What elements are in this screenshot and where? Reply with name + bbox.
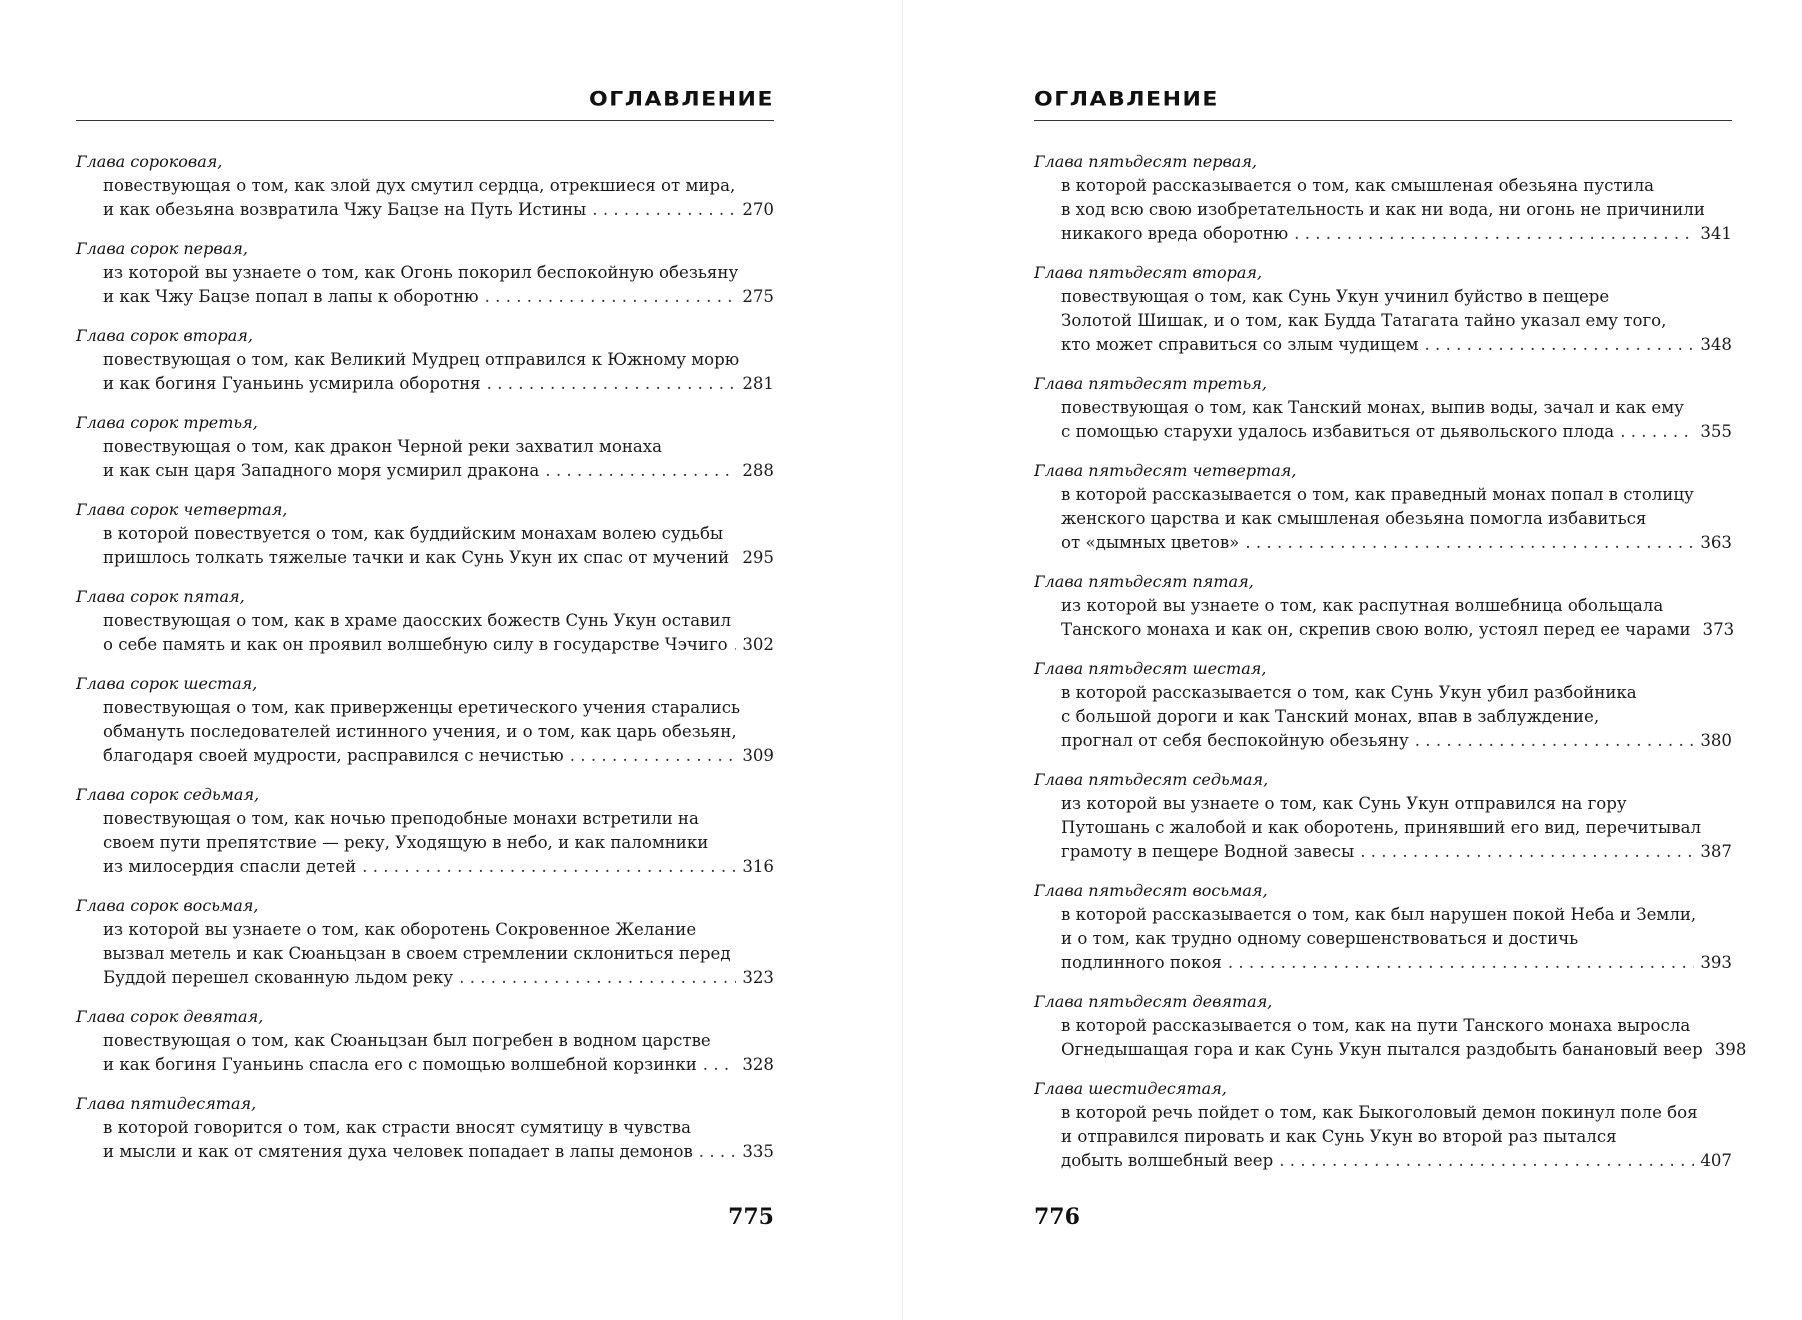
chapter-page-number: 316 [742, 857, 774, 876]
chapter-description-line: повествующая о том, как Сюаньцзан был погребен в водном царстве [103, 1031, 711, 1050]
chapter-title: Глава сорок первая, [76, 239, 248, 258]
chapter-description-line: Путошань с жалобой и как оборотень, принявший его вид, перечитывал [1061, 818, 1702, 837]
chapter-description-line: повествующая о том, как в храме даосских божеств Сунь Укун оставил [103, 611, 732, 630]
chapter-description-line: Золотой Шишак, и о том, как Будда Татагата тайно указал ему того, [1061, 311, 1667, 330]
toc-entry [76, 894, 774, 990]
chapter-description-last-line [1061, 333, 1732, 357]
chapter-description-last-line [103, 633, 774, 657]
chapter-description-line: из которой вы узнаете о том, как Огонь покорил беспокойную обезьяну [103, 263, 739, 282]
chapter-title: Глава сорок седьмая, [76, 785, 260, 804]
page-number: 776 [1034, 1204, 1080, 1230]
chapter-title: Глава сорок третья, [76, 413, 258, 432]
chapter-description-text: добыть волшебный веер [1061, 1151, 1274, 1170]
toc-entry [76, 237, 774, 309]
chapter-description-line: и отправился пировать и как Сунь Укун во второй раз пытался [1061, 1127, 1617, 1146]
chapter-description-text: с помощью старухи удалось избавиться от дьявольского плода [1061, 422, 1615, 441]
chapter-description-text: грамоту в пещере Водной завесы [1061, 842, 1355, 861]
chapter-description-text: и как богиня Гуаньинь усмирила оборотня [103, 374, 481, 393]
chapter-description-text: никакого вреда оборотню [1061, 224, 1289, 243]
chapter-description-line: повествующая о том, как приверженцы еретического учения старались [103, 698, 741, 717]
chapter-page-number: 275 [742, 287, 774, 306]
dot-leader [1279, 1149, 1694, 1173]
chapter-description-text: прогнал от себя беспокойную обезьяну [1061, 731, 1409, 750]
chapter-description-text: и как богиня Гуаньинь спасла его с помощью волшебной корзинки [103, 1055, 697, 1074]
chapter-page-number: 407 [1700, 1151, 1732, 1170]
toc-entry [1034, 261, 1732, 357]
chapter-page-number: 387 [1700, 842, 1732, 861]
toc-entry [76, 672, 774, 768]
toc-entry [1034, 1077, 1732, 1173]
chapter-title: Глава сорок восьмая, [76, 896, 259, 915]
chapter-description-line: и о том, как трудно одному совершенствоваться и достичь [1061, 929, 1579, 948]
chapter-description-line: в которой речь пойдет о том, как Быкоголовый демон покинул поле боя [1061, 1103, 1698, 1122]
chapter-description-last-line [1061, 729, 1732, 753]
dot-leader [485, 285, 737, 309]
chapter-title: Глава сорок четвертая, [76, 500, 288, 519]
chapter-description-last-line [1061, 840, 1732, 864]
chapter-description-line: с большой дороги и как Танский монах, впав в заблуждение, [1061, 707, 1600, 726]
chapter-description-text: благодаря своей мудрости, расправился с нечистью [103, 746, 564, 765]
chapter-description-line: женского царства и как смышленая обезьяна помогла избавиться [1061, 509, 1647, 528]
chapter-description-last-line [103, 198, 774, 222]
dot-leader [459, 966, 736, 990]
chapter-description-last-line [1061, 951, 1732, 975]
chapter-description-text: и мысли и как от смятения духа человек попадает в лапы демонов [103, 1142, 693, 1161]
toc-entry [76, 411, 774, 483]
chapter-description-line: из которой вы узнаете о том, как Сунь Укун отправился на гору [1061, 794, 1627, 813]
chapter-title: Глава пятьдесят вторая, [1034, 263, 1263, 282]
chapter-page-number: 341 [1700, 224, 1732, 243]
dot-leader [487, 372, 737, 396]
toc-entry [76, 498, 774, 570]
header-title: ОГЛАВЛЕНИЕ [1034, 88, 1219, 111]
chapter-page-number: 328 [742, 1055, 774, 1074]
chapter-title: Глава сорок пятая, [76, 587, 245, 606]
chapter-description-line: в которой рассказывается о том, как на пути Танского монаха выросла [1061, 1016, 1691, 1035]
dot-leader [1424, 333, 1694, 357]
chapter-title: Глава пятидесятая, [76, 1094, 257, 1113]
toc-entry [76, 783, 774, 879]
dot-leader [735, 546, 736, 570]
chapter-page-number: 270 [742, 200, 774, 219]
toc-entry [76, 1092, 774, 1164]
chapter-page-number: 355 [1700, 422, 1732, 441]
dot-leader [1360, 840, 1694, 864]
dot-leader [1415, 729, 1695, 753]
chapter-description-line: в которой рассказывается о том, как смышленая обезьяна пустила [1061, 176, 1655, 195]
chapter-description-last-line [1061, 531, 1732, 555]
chapter-title: Глава сорок девятая, [76, 1007, 264, 1026]
toc-entry [1034, 990, 1747, 1062]
chapter-description-text: из милосердия спасли детей [103, 857, 357, 876]
chapter-page-number: 309 [742, 746, 774, 765]
chapter-description-text: и как обезьяна возвратила Чжу Бацзе на Путь Истины [103, 200, 587, 219]
chapter-description-text: пришлось толкать тяжелые тачки и как Сунь Укун их спас от мучений [103, 548, 730, 567]
toc-entry [1034, 372, 1732, 444]
chapter-page-number: 380 [1700, 731, 1732, 750]
toc-entry [1034, 150, 1732, 246]
chapter-page-number: 281 [742, 374, 774, 393]
chapter-page-number: 323 [742, 968, 774, 987]
chapter-title: Глава сороковая, [76, 152, 223, 171]
chapter-description-text: от «дымных цветов» [1061, 533, 1240, 552]
chapter-title: Глава пятьдесят девятая, [1034, 992, 1273, 1011]
chapter-description-line: повествующая о том, как ночью преподобные монахи встретили на [103, 809, 699, 828]
chapter-description-last-line [103, 546, 774, 570]
dot-leader [699, 1140, 737, 1164]
toc-entry [76, 324, 774, 396]
chapter-page-number: 302 [742, 635, 774, 654]
chapter-title: Глава пятьдесят третья, [1034, 374, 1267, 393]
toc-list [1034, 150, 1747, 1188]
chapter-page-number: 288 [742, 461, 774, 480]
chapter-description-line: в которой рассказывается о том, как праведный монах попал в столицу [1061, 485, 1694, 504]
chapter-description-last-line [103, 1140, 774, 1164]
chapter-description-last-line [103, 744, 774, 768]
chapter-description-line: в которой говорится о том, как страсти вносят сумятицу в чувства [103, 1118, 692, 1137]
chapter-description-text: о себе память и как он проявил волшебную силу в государстве Чэчиго [103, 635, 728, 654]
left-page [76, 0, 774, 1320]
chapter-page-number: 373 [1702, 620, 1735, 639]
chapter-description-text: кто может справиться со злым чудищем [1061, 335, 1419, 354]
chapter-title: Глава сорок вторая, [76, 326, 253, 345]
chapter-description-last-line [103, 1053, 774, 1077]
dot-leader [570, 744, 737, 768]
dot-leader [1228, 951, 1694, 975]
chapter-description-line: повествующая о том, как Великий Мудрец отправился к Южному морю [103, 350, 740, 369]
toc-entry [1034, 459, 1732, 555]
chapter-title: Глава пятьдесят седьмая, [1034, 770, 1269, 789]
chapter-title: Глава пятьдесят четвертая, [1034, 461, 1297, 480]
chapter-page-number: 363 [1700, 533, 1732, 552]
chapter-title: Глава сорок шестая, [76, 674, 258, 693]
chapter-description-line: повествующая о том, как злой дух смутил сердца, отрекшиеся от мира, [103, 176, 736, 195]
chapter-description-last-line [103, 285, 774, 309]
chapter-description-line: повествующая о том, как Сунь Укун учинил буйство в пещере [1061, 287, 1610, 306]
chapter-page-number: 393 [1700, 953, 1732, 972]
chapter-description-text: Буддой перешел скованную льдом реку [103, 968, 454, 987]
chapter-title: Глава пятьдесят шестая, [1034, 659, 1267, 678]
toc-list [76, 150, 774, 1179]
chapter-description-last-line [1061, 1149, 1732, 1173]
dot-leader [362, 855, 736, 879]
page-gutter [902, 0, 903, 1320]
dot-leader [1294, 222, 1694, 246]
toc-entry [1034, 570, 1735, 642]
chapter-description-line: вызвал метель и как Сюаньцзан в своем стремлении склониться перед [103, 944, 731, 963]
chapter-description-line: в ход всю свою изобретательность и как ни вода, ни огонь не причинили [1061, 200, 1705, 219]
toc-entry [76, 1005, 774, 1077]
chapter-title: Глава пятьдесят пятая, [1034, 572, 1254, 591]
chapter-description-line: из которой вы узнаете о том, как распутная волшебница обольщала [1061, 596, 1664, 615]
header-title: ОГЛАВЛЕНИЕ [589, 88, 774, 111]
chapter-description-line: повествующая о том, как Танский монах, выпив воды, зачал и как ему [1061, 398, 1684, 417]
dot-leader [592, 198, 736, 222]
chapter-page-number: 335 [742, 1142, 774, 1161]
toc-entry [76, 150, 774, 222]
chapter-description-last-line [103, 372, 774, 396]
toc-entry [76, 585, 774, 657]
chapter-description-line: в которой рассказывается о том, как Сунь Укун убил разбойника [1061, 683, 1637, 702]
dot-leader [1620, 420, 1694, 444]
dot-leader [734, 633, 737, 657]
chapter-page-number: 295 [742, 548, 774, 567]
chapter-description-text: и как Чжу Бацзе попал в лапы к оборотню [103, 287, 479, 306]
chapter-title: Глава пятьдесят восьмая, [1034, 881, 1268, 900]
chapter-description-last-line [1061, 1038, 1747, 1062]
chapter-title: Глава пятьдесят первая, [1034, 152, 1258, 171]
chapter-description-text: Огнедышащая гора и как Сунь Укун пытался раздобыть банановый веер [1061, 1040, 1703, 1059]
chapter-description-text: и как сын царя Западного моря усмирил дракона [103, 461, 540, 480]
chapter-description-line: в которой рассказывается о том, как был нарушен покой Неба и Земли, [1061, 905, 1697, 924]
chapter-description-text: Танского монаха и как он, скрепив свою волю, устоял перед ее чарами [1061, 620, 1691, 639]
chapter-description-last-line [1061, 420, 1732, 444]
chapter-description-line: повествующая о том, как дракон Черной реки захватил монаха [103, 437, 663, 456]
toc-entry [1034, 657, 1732, 753]
dot-leader [545, 459, 736, 483]
chapter-description-line: в которой повествуется о том, как буддийским монахам волею судьбы [103, 524, 724, 543]
chapter-description-line: обмануть последователей истинного учения, и о том, как царь обезьян, [103, 722, 737, 741]
running-header [76, 86, 774, 121]
chapter-description-last-line [103, 966, 774, 990]
chapter-description-line: из которой вы узнаете о том, как оборотень Сокровенное Желание [103, 920, 697, 939]
page-number: 775 [728, 1204, 774, 1230]
chapter-page-number: 398 [1714, 1040, 1747, 1059]
chapter-description-last-line [1061, 618, 1735, 642]
chapter-description-last-line [103, 459, 774, 483]
dot-leader [703, 1053, 737, 1077]
chapter-title: Глава шестидесятая, [1034, 1079, 1227, 1098]
chapter-description-text: подлинного покоя [1061, 953, 1222, 972]
chapter-description-last-line [103, 855, 774, 879]
chapter-description-last-line [1061, 222, 1732, 246]
right-page [1034, 0, 1747, 1320]
toc-entry [1034, 768, 1732, 864]
chapter-page-number: 348 [1700, 335, 1732, 354]
toc-entry [1034, 879, 1732, 975]
dot-leader [1245, 531, 1694, 555]
chapter-description-line: своем пути препятствие — реку, Уходящую в небо, и как паломники [103, 833, 709, 852]
running-header [1034, 86, 1732, 121]
